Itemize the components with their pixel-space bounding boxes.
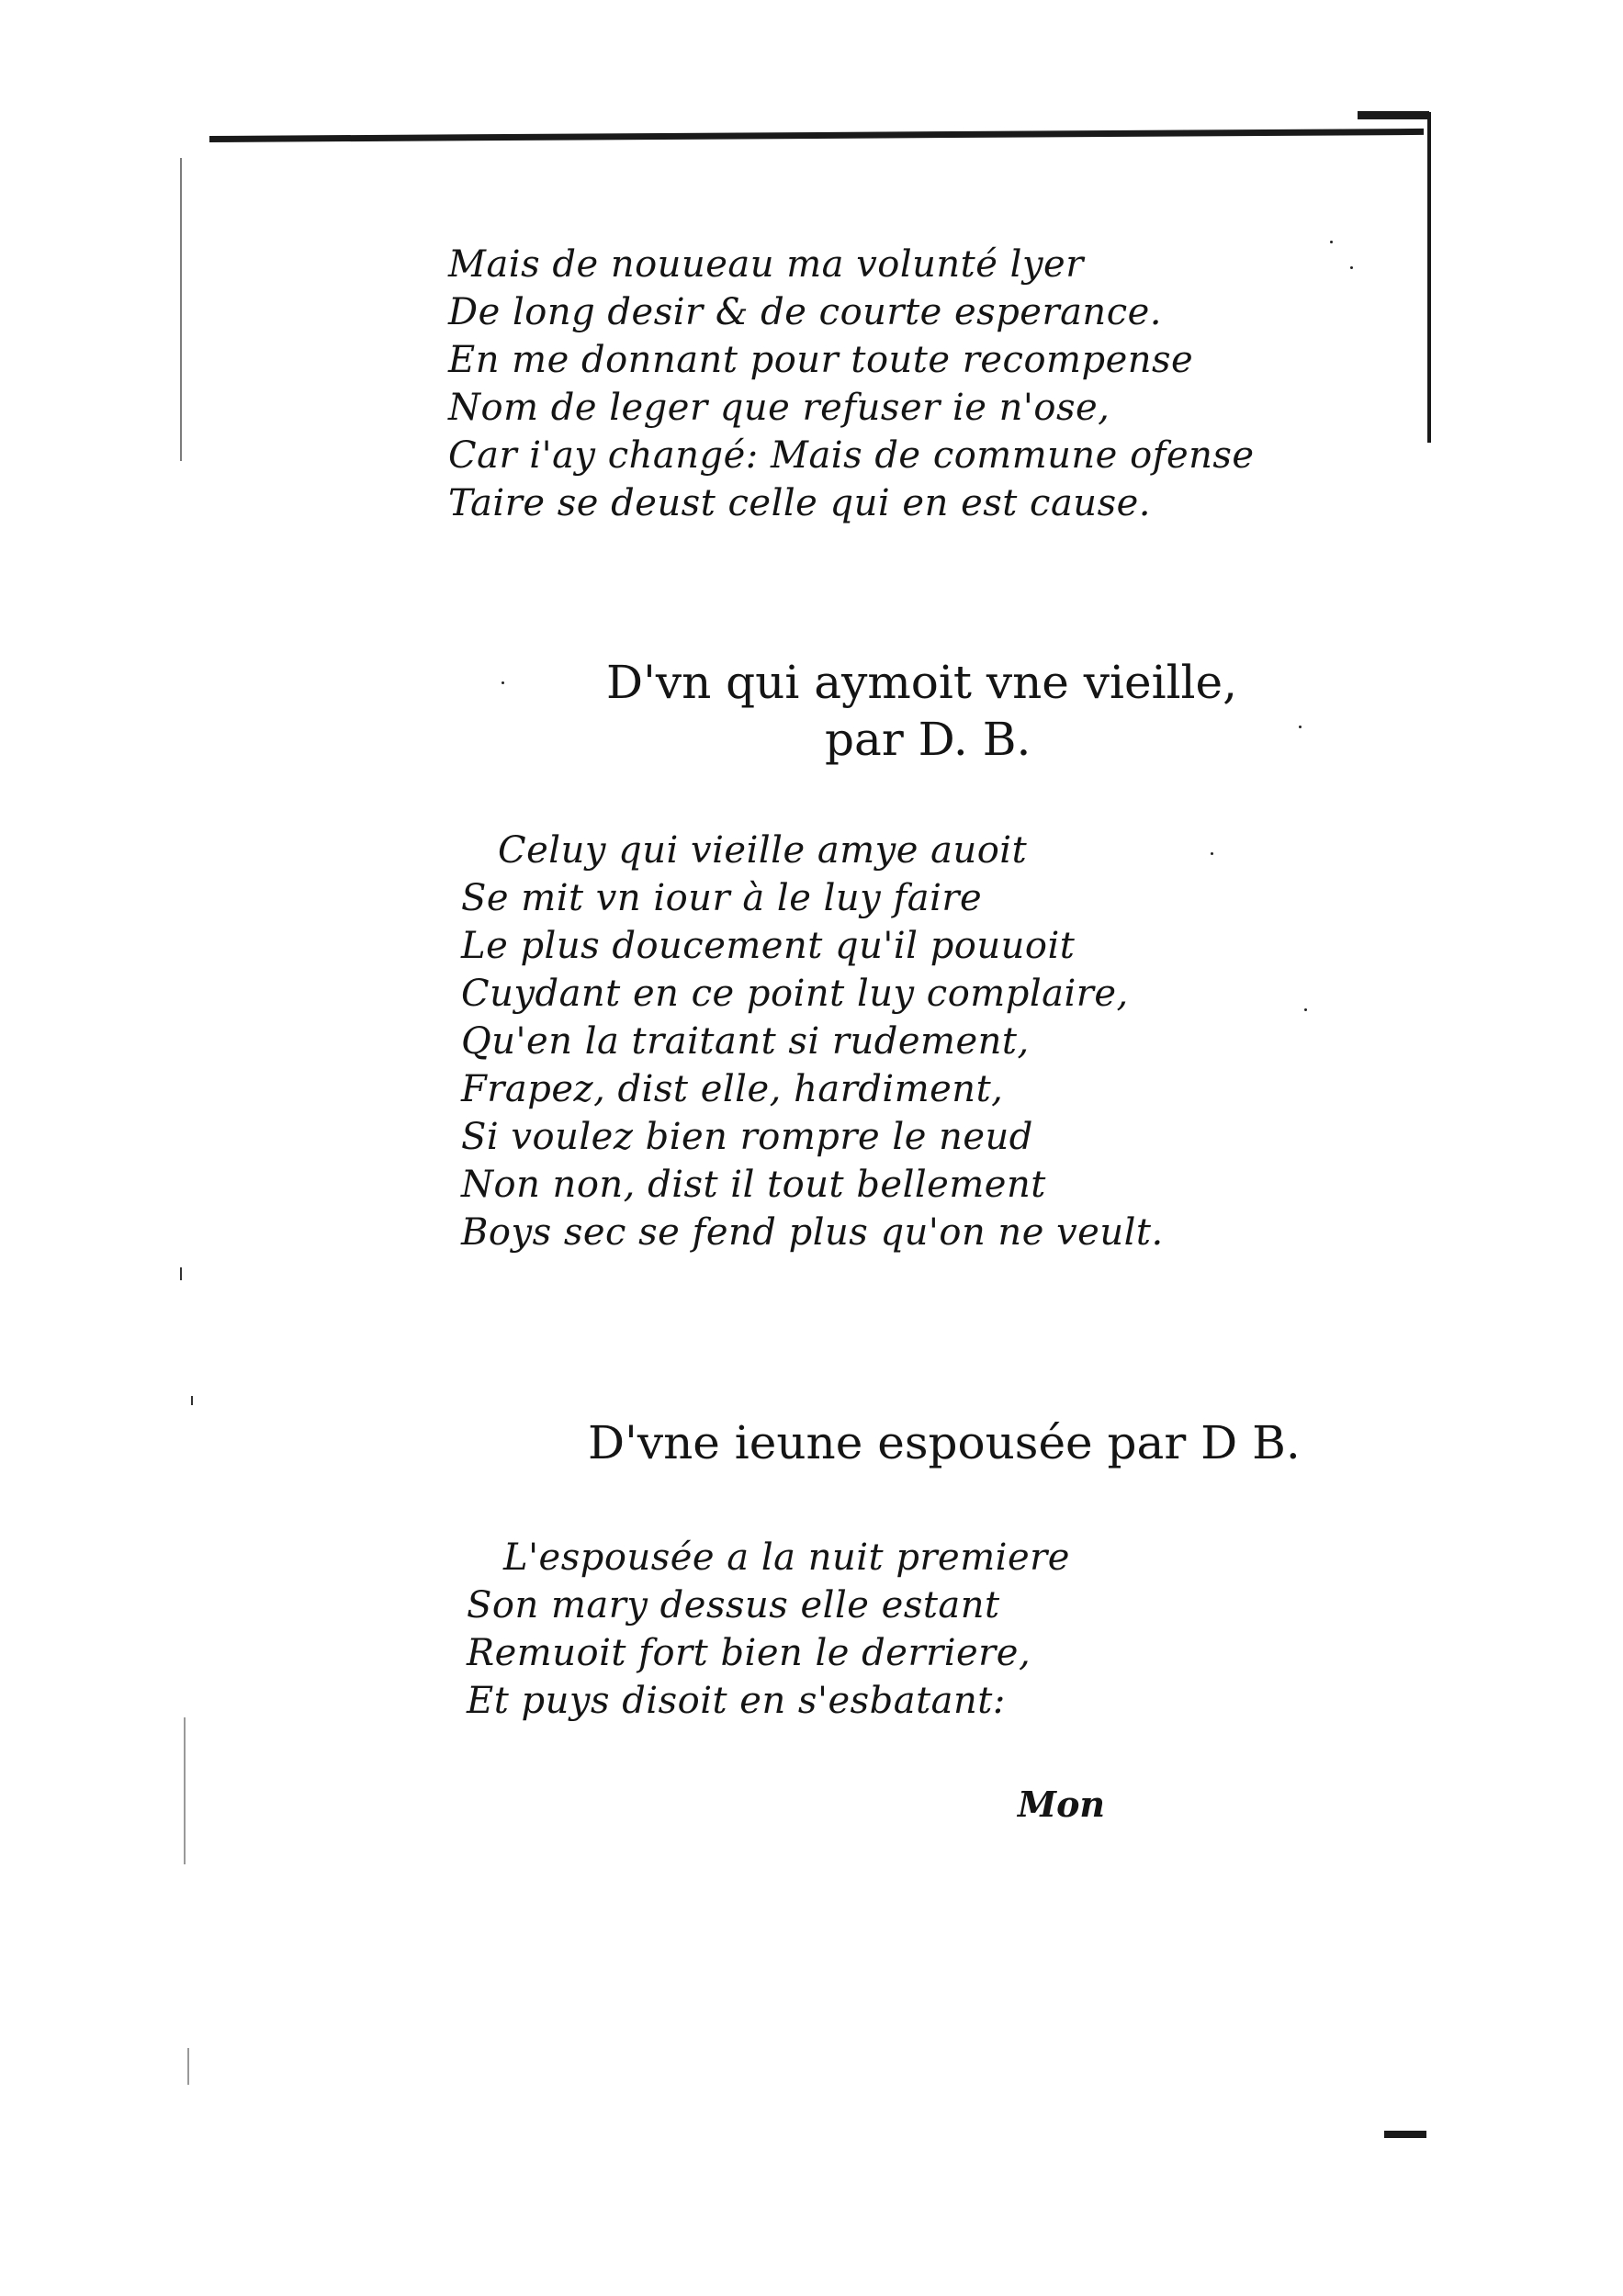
verse-line: Non non, dist il tout bellement <box>461 1164 1046 1206</box>
stanza-2 <box>461 827 1164 1256</box>
poem-attribution: par D. B. <box>825 713 1031 766</box>
verse-line: Cuydant en ce point luy complaire, <box>461 973 1129 1015</box>
left-margin-line <box>180 158 182 461</box>
verse-line: Boys sec se fend plus qu'on ne veult. <box>461 1211 1164 1254</box>
verse-line: En me donnant pour toute recompense <box>448 339 1194 381</box>
margin-mark <box>180 1267 182 1280</box>
verse-line: Celuy qui vieille amye auoit <box>498 829 1028 872</box>
verse-line: Remuoit fort bien le derriere, <box>467 1632 1031 1674</box>
speck <box>1330 241 1333 243</box>
stanza-3 <box>467 1534 1070 1725</box>
verse-line: Frapez, dist elle, hardiment, <box>461 1068 1004 1110</box>
speck <box>1350 266 1353 269</box>
margin-mark <box>187 2048 189 2085</box>
verse-line: Car i'ay changé: Mais de commune ofense <box>448 434 1255 477</box>
poem-title: D'vn qui aymoit vne vieille, <box>606 656 1238 709</box>
poem-title: D'vne ieune espousée par D B. <box>588 1416 1301 1469</box>
top-corner-rule <box>1358 111 1429 119</box>
top-border-rule <box>209 129 1424 142</box>
stanza-1 <box>448 241 1255 527</box>
catchword: Mon <box>1018 1784 1106 1825</box>
verse-line: Se mit vn iour à le luy faire <box>461 877 983 919</box>
verse-line: Qu'en la traitant si rudement, <box>461 1020 1030 1063</box>
verse-line: L'espousée a la nuit premiere <box>503 1536 1070 1579</box>
verse-line: Nom de leger que refuser ie n'ose, <box>448 387 1110 429</box>
speck <box>1211 852 1213 855</box>
bottom-edge-mark <box>1384 2131 1426 2138</box>
speck <box>502 681 504 684</box>
right-border-rule <box>1427 112 1431 443</box>
verse-line: Mais de nouueau ma volunté lyer <box>448 243 1084 286</box>
margin-mark <box>184 1717 186 1864</box>
verse-line: Et puys disoit en s'esbatant: <box>467 1680 1006 1722</box>
verse-line: Son mary dessus elle estant <box>467 1584 1000 1626</box>
verse-line: De long desir & de courte esperance. <box>448 291 1162 333</box>
verse-line: Taire se deust celle qui en est cause. <box>448 482 1151 524</box>
margin-mark <box>191 1396 193 1405</box>
verse-line: Si voulez bien rompre le neud <box>461 1116 1033 1158</box>
speck <box>1304 1008 1307 1011</box>
speck <box>1299 726 1302 728</box>
verse-line: Le plus doucement qu'il pouuoit <box>461 925 1076 967</box>
